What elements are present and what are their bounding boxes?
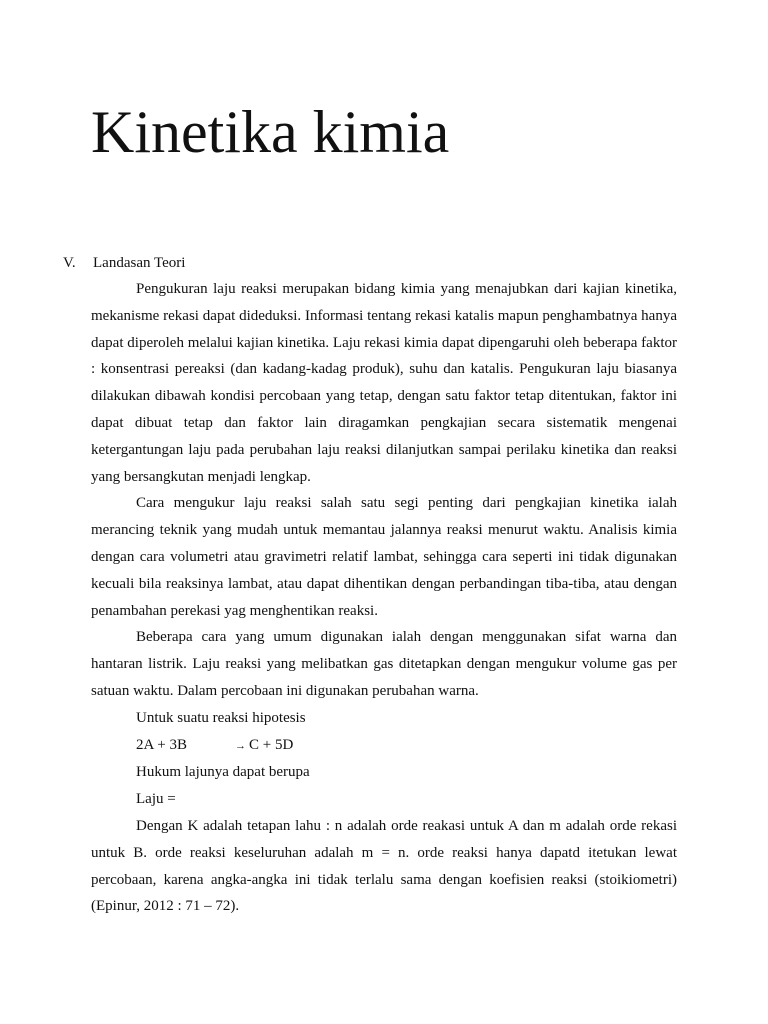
- section-number: V.: [63, 255, 76, 271]
- body-text: [91, 276, 677, 920]
- paragraph-1: Pengukuran laju reaksi merupakan bidang kimia yang menajubkan dari kajian kinetika, mekanisme rekasi dapat dideduksi. Informasi tentang rekasi katalis mapun penghambatnya hanya dapat diperoleh melalui kajian kinetika. Laju rekasi kimia dapat dipengaruhi oleh beberapa faktor : konsentrasi pereaksi (dan kadang-kadag produk), suhu dan katalis. Pengukuran laju biasanya dilakukan dibawah kondisi percobaan yang tetap, dengan satu faktor tetap ditentukan, faktor ini dapat dibuat tetap dan faktor lain diragamkan pengkajian secara sistematik mengenai ketergantungan laju pada perubahan laju reaksi dilanjutkan sampai perilaku kinetika dan reaksi yang bersangkutan menjadi lengkap.: [91, 281, 677, 485]
- section-title: Landasan Teori: [93, 255, 186, 271]
- hypothesis-intro: Untuk suatu reaksi hipotesis: [136, 709, 306, 726]
- closing-paragraph: Dengan K adalah tetapan lahu : n adalah orde reakasi untuk A dan m adalah orde rekasi untuk B. orde reaksi keseluruhan adalah m = n. orde reaksi hanya dapatd itetukan lewat percobaan, karena angka-angka ini tidak terlalu sama dengan koefisien reaksi (stoikiometri) (Epinur, 2012 : 71 – 72).: [91, 817, 677, 915]
- equation-products: C + 5D: [248, 736, 294, 753]
- rate-law-intro: Hukum lajunya dapat berupa: [136, 764, 310, 781]
- rate-label: Laju =: [136, 791, 176, 808]
- reaction-equation: [91, 732, 677, 760]
- section-heading: [63, 253, 185, 273]
- reaction-arrow-icon: →: [234, 739, 246, 752]
- paragraph-3: Beberapa cara yang umum digunakan ialah dengan menggunakan sifat warna dan hantaran listrik. Laju reaksi yang melibatkan gas ditetapkan dengan mengukur volume gas per satuan waktu. Dalam percobaan ini digunakan perubahan warna.: [91, 629, 677, 699]
- equation-reactants: 2A + 3B: [136, 736, 187, 753]
- page-title: Kinetika kimia: [91, 99, 450, 165]
- paragraph-2: Cara mengukur laju reaksi salah satu segi penting dari pengkajian kinetika ialah merancing teknik yang mudah untuk memantau jalannya reaksi menurut waktu. Analisis kimia dengan cara volumetri atau gravimetri relatif lambat, sehingga cara seperti ini tidak digunakan kecuali bila reaksinya lambat, atau dapat dihentikan dengan perbandingan tiba-tiba, atau dengan penambahan perekasi yag menghentikan reaksi.: [91, 495, 677, 619]
